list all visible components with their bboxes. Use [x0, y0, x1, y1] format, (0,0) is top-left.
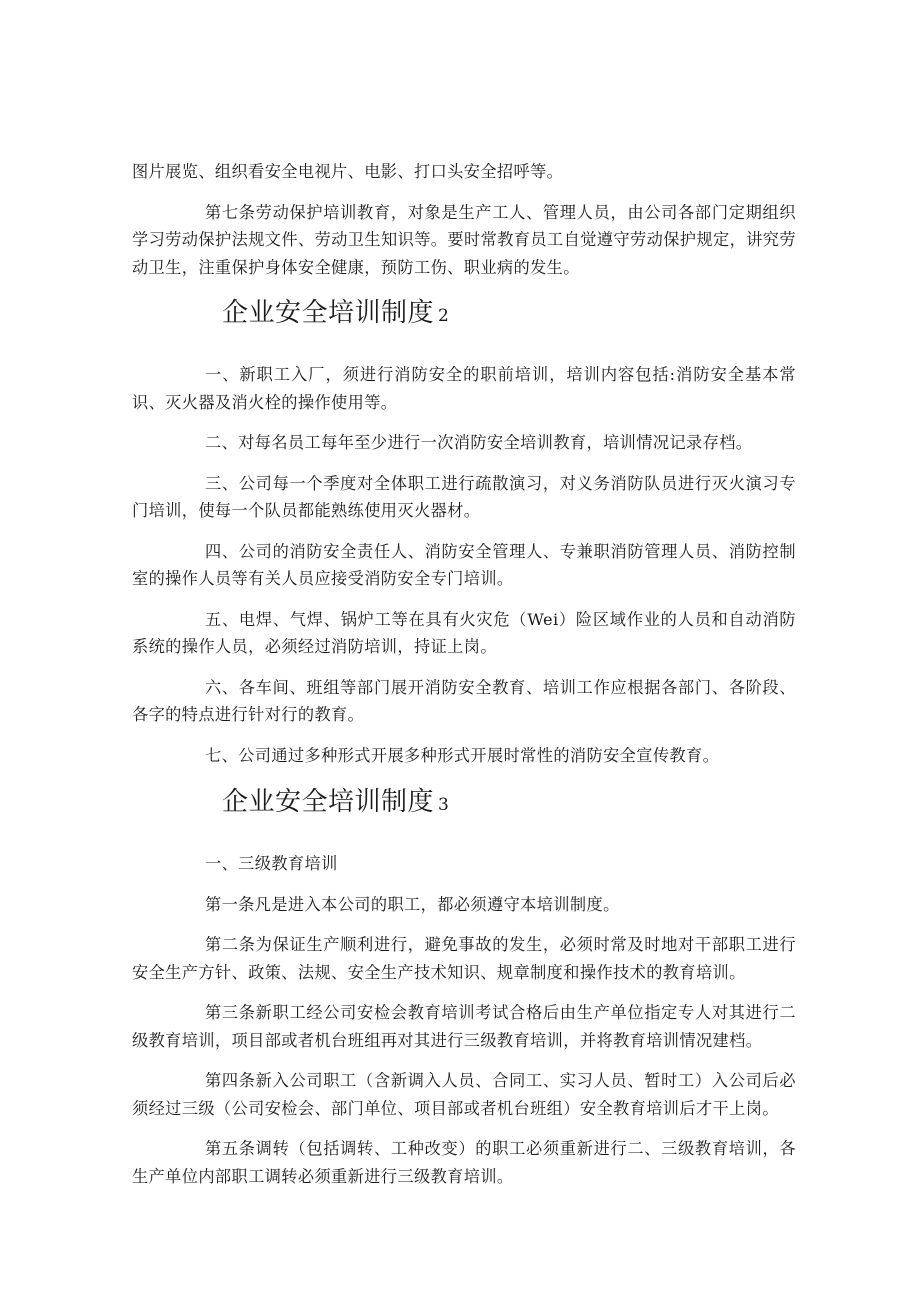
section-2-title: 企业安全培训制度: [222, 298, 435, 328]
section-3-heading: [132, 785, 796, 822]
section-3-subheading: 一、三级教育培训: [205, 854, 338, 873]
section-2-item: 二、对每名员工每年至少进行一次消防安全培训教育，培训情况记录存档。: [205, 433, 753, 452]
section-2-item: 六、各车间、班组等部门展开消防安全教育、培训工作应根据各部门、各阶段、各字的特点进行针对行的教育。: [132, 677, 796, 724]
article-7: 第七条劳动保护培训教育，对象是生产工人、管理人员，由公司各部门定期组织学习劳动保护法规文件、劳动卫生知识等。要时常教育员工自觉遵守劳动保护规定，讲究劳动卫生，注重保护身体安全健康，预防工伤、职业病的发生。: [132, 202, 796, 277]
section-3-title: 企业安全培训制度: [222, 787, 435, 817]
section-3-item: 第四条新入公司职工（含新调入人员、合同工、实习人员、暂时工）入公司后必须经过三级（公司安检会、部门单位、项目部或者机台班组）安全教育培训后才干上岗。: [132, 1071, 796, 1118]
section-3-item: 第三条新职工经公司安检会教育培训考试合格后由生产单位指定专人对其进行二级教育培训，项目部或者机台班组再对其进行三级教育培训，并将教育培训情况建档。: [132, 1003, 796, 1050]
section-2-item: 四、公司的消防安全责任人、消防安全管理人、专兼职消防管理人员、消防控制室的操作人员等有关人员应接受消防安全专门培训。: [132, 541, 796, 588]
section-2-item: 一、新职工入厂，须进行消防安全的职前培训，培训内容包括:消防安全基本常识、灭火器及消火栓的操作使用等。: [132, 365, 796, 412]
section-3-item: 第二条为保证生产顺利进行，避免事故的发生，必须时常及时地对干部职工进行安全生产方针、政策、法规、安全生产技术知识、规章制度和操作技术的教育培训。: [132, 935, 796, 982]
intro-fragment: 图片展览、组织看安全电视片、电影、打口头安全招呼等。: [132, 162, 564, 181]
section-2-heading: [132, 296, 796, 333]
document-body: [132, 158, 796, 1190]
section-3-item: 第五条调转（包括调转、工种改变）的职工必须重新进行二、三级教育培训，各生产单位内部职工调转必须重新进行三级教育培训。: [132, 1139, 796, 1186]
section-3-number: 3: [438, 795, 450, 815]
section-2-item: 五、电焊、气焊、锅炉工等在具有火灾危（Wei）险区域作业的人员和自动消防系统的操作人员，必须经过消防培训，持证上岗。: [132, 609, 796, 656]
section-3-item: 第一条凡是进入本公司的职工，都必须遵守本培训制度。: [205, 894, 620, 914]
section-2-number: 2: [438, 306, 450, 326]
section-2-item: 三、公司每一个季度对全体职工进行疏散演习，对义务消防队员进行灭火演习专门培训，使每一个队员都能熟练使用灭火器材。: [132, 473, 796, 520]
section-2-item: 七、公司通过多种形式开展多种形式开展时常性的消防安全宣传教育。: [205, 745, 720, 765]
